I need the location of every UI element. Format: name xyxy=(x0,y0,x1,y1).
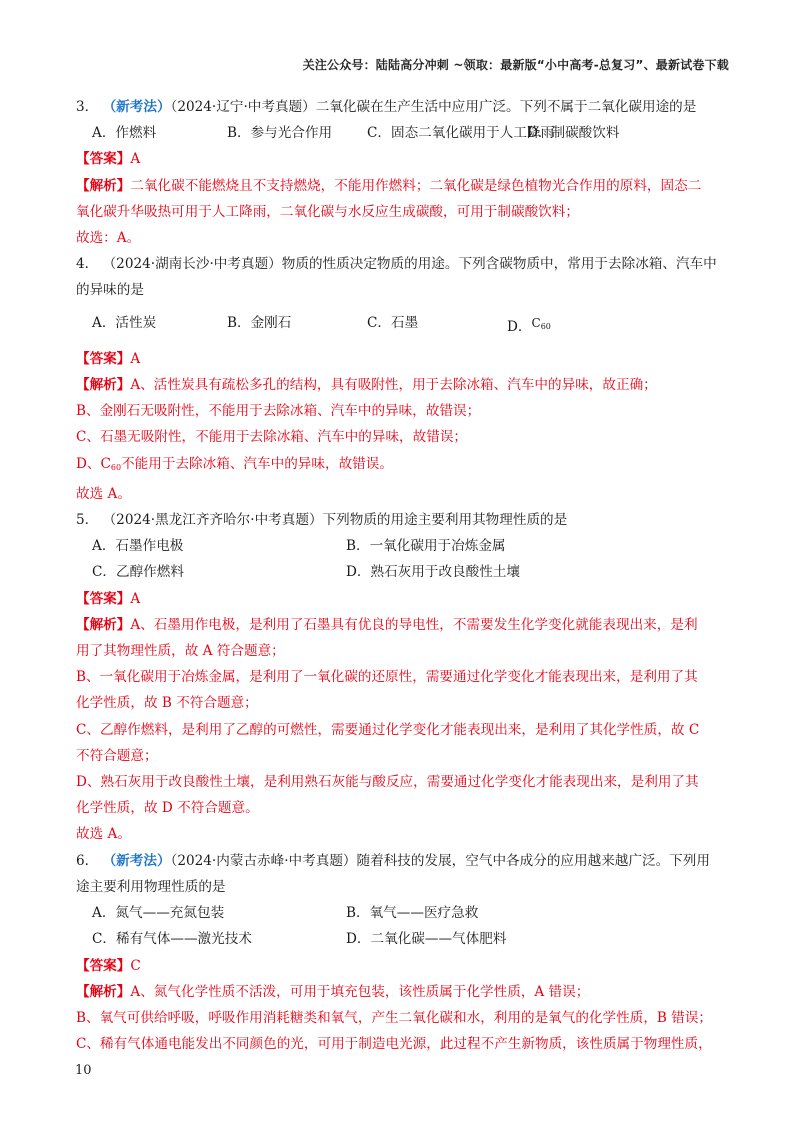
option-a: A．氮气——充氮包装 xyxy=(92,905,225,922)
new-exam-tag: （新考法） xyxy=(102,99,171,115)
option-d: D．熟石灰用于改良酸性土壤 xyxy=(346,564,521,581)
answer-label: 【答案】 xyxy=(76,590,131,607)
analysis-d-prefix: D、C xyxy=(76,455,111,472)
analysis-label: 【解析】 xyxy=(76,377,131,394)
option-d: D．制碳酸饮料 xyxy=(527,125,620,142)
analysis-line: B、金刚石无吸附性，不能用于去除冰箱、汽车中的异味，故错误； xyxy=(76,403,481,420)
question-text: （2024·湖南长沙·中考真题）物质的性质决定物质的用途。下列含碳物质中，常用于去除冰箱、汽车中 xyxy=(102,256,717,273)
analysis-line: 不符合题意； xyxy=(76,747,158,764)
analysis-conclusion: 故选 A。 xyxy=(76,485,131,502)
question-stem-cont: 途主要利用物理性质的是 xyxy=(76,878,226,895)
question-stem-cont: 的异味的是 xyxy=(76,282,144,299)
question-stem xyxy=(76,848,726,874)
question-number: 4． xyxy=(76,256,99,273)
analysis-line xyxy=(76,612,726,638)
page-header-promo: 关注公众号：陆陆高分冲刺 ~领取：最新版“小中高考-总复习”、最新试卷下载 xyxy=(302,58,729,72)
analysis-line: D、熟石灰用于改良酸性土壤，是利用熟石灰能与酸反应，需要通过化学变化才能表现出来，是利用了其 xyxy=(76,774,699,791)
options-row xyxy=(76,900,726,926)
question-3 xyxy=(76,94,726,251)
options-row xyxy=(76,926,726,952)
analysis-line: B、一氧化碳用于冶炼金属，是利用了一氧化碳的还原性，需要通过化学变化才能表现出来，是利用了其 xyxy=(76,669,698,686)
options-row xyxy=(76,559,726,585)
analysis-line: C、稀有气体通电能发出不同颜色的光，可用于制造电光源，此过程不产生新物质，该性质属于物理性质， xyxy=(76,1036,712,1053)
analysis-line xyxy=(76,372,726,398)
new-exam-tag: （新考法） xyxy=(102,852,171,869)
question-number: 5． xyxy=(76,512,99,529)
question-text: （2024·内蒙古赤峰·中考真题）随着科技的发展，空气中各成分的应用越来越广泛。下列用 xyxy=(170,852,710,869)
question-text: （2024·辽宁·中考真题）二氧化碳在生产生活中应用广泛。下列不属于二氧化碳用途的是 xyxy=(170,99,697,115)
option-d-label: D． xyxy=(507,318,532,335)
options-row xyxy=(76,120,726,146)
question-text: （2024·黑龙江齐齐哈尔·中考真题）下列物质的用途主要利用其物理性质的是 xyxy=(102,512,568,529)
formula-subscript: 60 xyxy=(540,321,551,331)
answer-label: 【答案】 xyxy=(76,350,131,367)
page-number: 10 xyxy=(75,1063,92,1078)
option-c: C．稀有气体——激光技术 xyxy=(92,931,252,948)
analysis-line xyxy=(76,979,726,1005)
question-5 xyxy=(76,507,726,848)
answer-line xyxy=(76,346,726,372)
option-a: A．石墨作电极 xyxy=(92,538,184,555)
analysis-label: 【解析】 xyxy=(76,983,131,1000)
formula-c: C xyxy=(531,315,541,330)
analysis-line: C、石墨无吸附性，不能用于去除冰箱、汽车中的异味，故错误； xyxy=(76,429,468,446)
analysis-line xyxy=(76,451,726,481)
answer-line xyxy=(76,953,726,979)
answer-value: A xyxy=(130,350,141,367)
analysis-text: A、石墨用作电极，是利用了石墨具有优良的导电性，不需要发生化学变化就能表现出来，是利 xyxy=(130,616,698,633)
analysis-conclusion: 故选 A。 xyxy=(76,826,131,843)
option-b: B．一氧化碳用于冶炼金属 xyxy=(346,538,506,555)
options-row xyxy=(76,310,726,340)
analysis-conclusion: 故选：A。 xyxy=(76,230,141,247)
question-number: 6． xyxy=(76,852,99,869)
formula-subscript: 60 xyxy=(110,462,122,472)
option-c: C．石墨 xyxy=(367,314,419,331)
analysis-label: 【解析】 xyxy=(76,616,131,633)
option-b: B．参与光合作用 xyxy=(227,125,333,142)
question-number: 3． xyxy=(76,99,99,115)
analysis-line: 化学性质，故 D 不符合题意。 xyxy=(76,800,259,817)
question-stem xyxy=(76,94,726,120)
answer-line xyxy=(76,146,726,172)
analysis-line: C、乙醇作燃料，是利用了乙醇的可燃性，需要通过化学变化才能表现出来，是利用了其化学性质，故 C xyxy=(76,721,700,738)
option-b: B．金刚石 xyxy=(227,314,292,331)
analysis-d-text: 不能用于去除冰箱、汽车中的异味，故错误。 xyxy=(121,455,393,472)
analysis-line xyxy=(76,173,726,199)
analysis-text: A、活性炭具有疏松多孔的结构，具有吸附性，用于去除冰箱、汽车中的异味，故正确； xyxy=(130,377,657,394)
analysis-line: 氧化碳升华吸热可用于人工降雨，二氧化碳与水反应生成碳酸，可用于制碳酸饮料； xyxy=(76,203,579,220)
question-4 xyxy=(76,251,726,507)
document-body xyxy=(76,94,726,1057)
c60-formula xyxy=(532,316,551,330)
answer-value: A xyxy=(130,151,141,168)
option-c: C．固态二氧化碳用于人工降雨 xyxy=(367,125,555,142)
option-d xyxy=(507,310,551,340)
question-stem xyxy=(76,507,726,533)
option-b: B．氧气——医疗急救 xyxy=(346,905,479,922)
analysis-text: A、氮气化学性质不活泼，可用于填充包装，该性质属于化学性质，A 错误； xyxy=(130,983,590,1000)
option-a: A．活性炭 xyxy=(92,314,157,331)
answer-label: 【答案】 xyxy=(76,151,131,168)
answer-value: C xyxy=(130,957,141,974)
analysis-line: 化学性质，故 B 不符合题意； xyxy=(76,695,258,712)
answer-line xyxy=(76,586,726,612)
option-d: D．二氧化碳——气体肥料 xyxy=(346,931,507,948)
analysis-label: 【解析】 xyxy=(76,177,131,194)
analysis-line: 用了其物理性质，故 A 符合题意； xyxy=(76,643,285,660)
answer-value: A xyxy=(130,590,141,607)
question-6 xyxy=(76,848,726,1058)
option-c: C．乙醇作燃料 xyxy=(92,564,184,581)
question-stem xyxy=(76,251,726,277)
answer-label: 【答案】 xyxy=(76,957,131,974)
option-a: A．作燃料 xyxy=(92,125,157,142)
options-row xyxy=(76,533,726,559)
analysis-text: 二氧化碳不能燃烧且不支持燃烧，不能用作燃料；二氧化碳是绿色植物光合作用的原料，固态二 xyxy=(130,177,702,194)
analysis-line: B、氧气可供给呼吸，呼吸作用消耗糖类和氧气，产生二氧化碳和水，利用的是氧气的化学性质，B 错误； xyxy=(76,1009,713,1026)
